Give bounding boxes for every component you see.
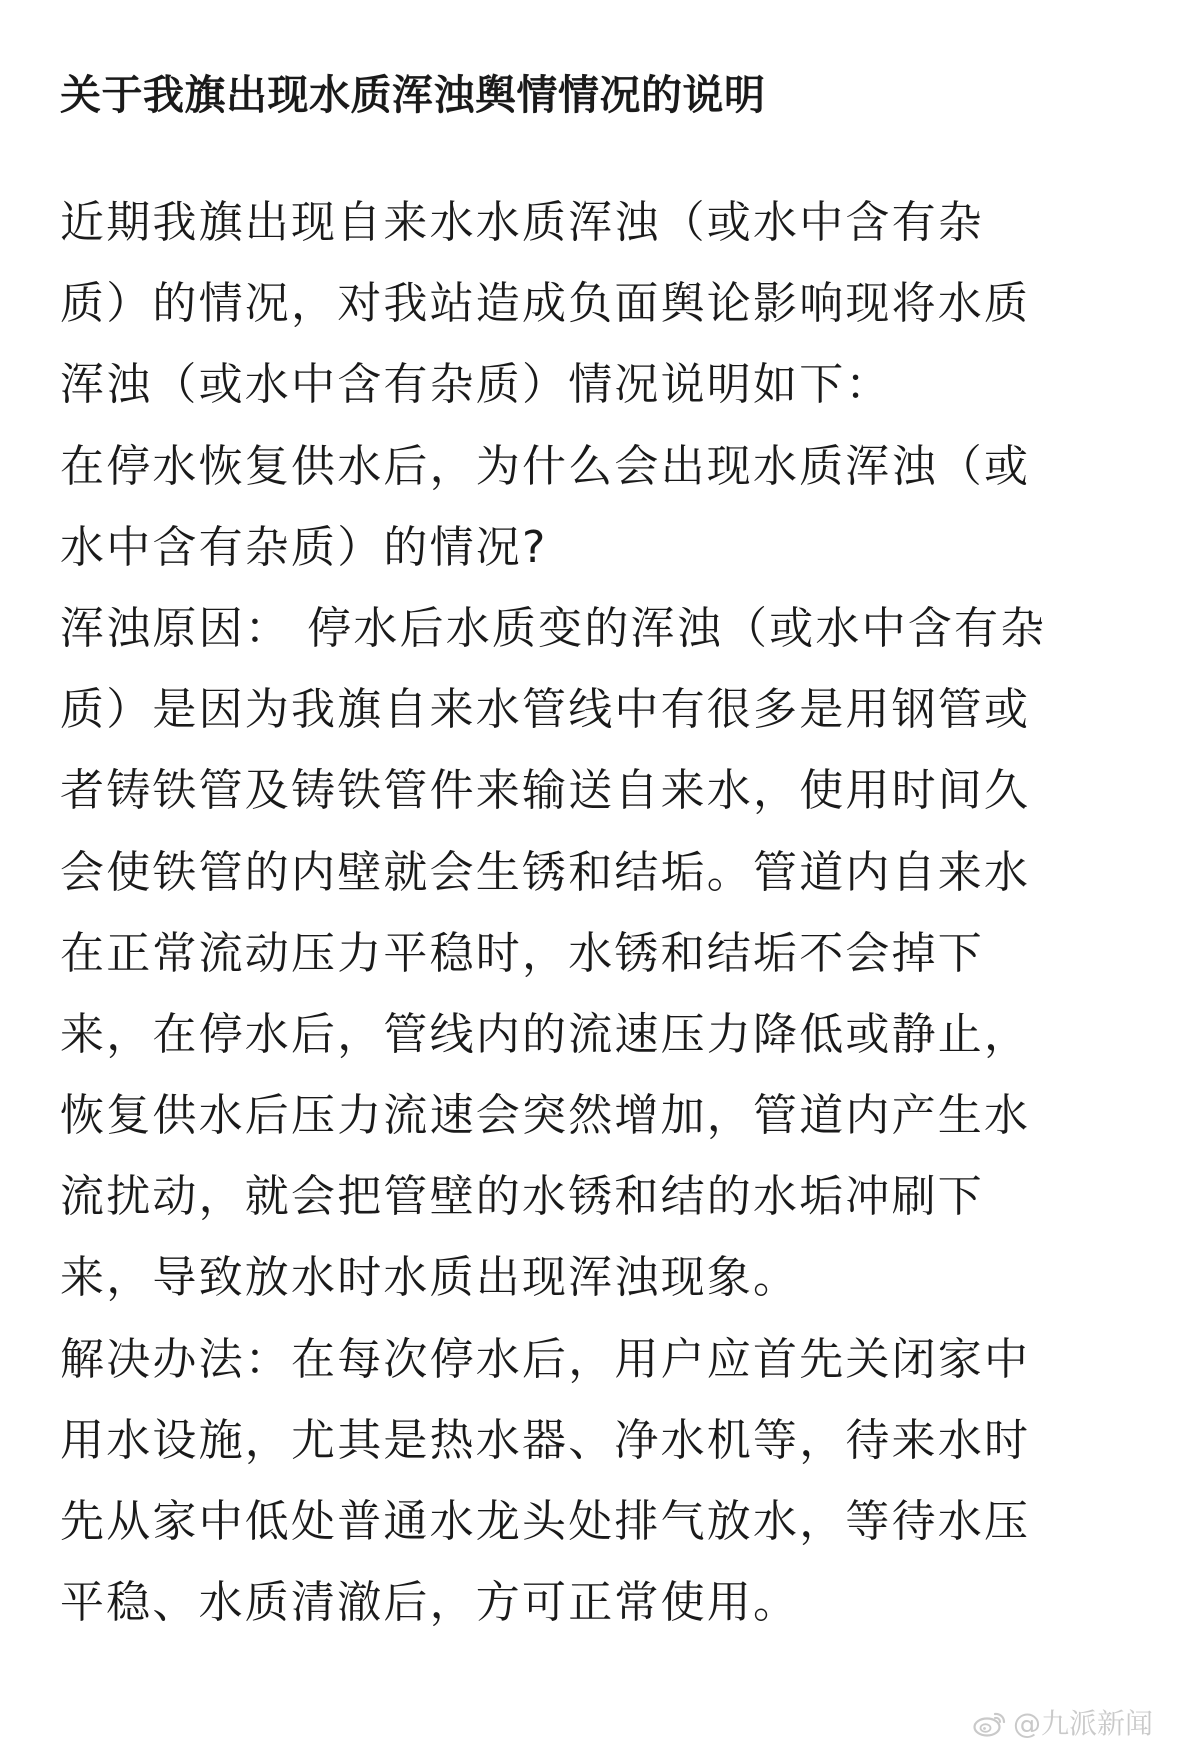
body-line: 近期我旗出现自来水水质浑浊（或水中含有杂: [60, 197, 984, 248]
document-title: 关于我旗出现水质浑浊舆情情况的说明: [60, 71, 766, 119]
body-line: 在正常流动压力平稳时，水锈和结垢不会掉下: [60, 927, 984, 979]
body-line: 者铸铁管及铸铁管件来输送自来水，使用时间久: [60, 765, 1031, 817]
watermark: [973, 1708, 1153, 1740]
watermark-text: @九派新闻: [1012, 1707, 1153, 1740]
body-line: 流扰动，就会把管壁的水锈和结的水垢冲刷下: [60, 1171, 984, 1223]
body-line: 解决办法：在每次停水后，用户应首先关闭家中: [60, 1333, 1031, 1385]
body-line: 会使铁管的内壁就会生锈和结垢。管道内自来水: [60, 846, 1031, 898]
body-line: 用水设施，尤其是热水器、净水机等，待来水时: [60, 1414, 1031, 1466]
body-line: 恢复供水后压力流速会突然增加，管道内产生水: [60, 1090, 1031, 1142]
body-line: 水中含有杂质）的情况?: [60, 521, 548, 573]
body-line: 来，导致放水时水质出现浑浊现象。: [60, 1252, 800, 1304]
body-line: 质）的情况，对我站造成负面舆论影响现将水质: [60, 278, 1031, 330]
document-body: [60, 182, 1132, 1643]
body-line: 浑浊原因： 停水后水质变的浑浊（或水中含有杂: [60, 602, 1047, 654]
body-line: 平稳、水质清澈后，方可正常使用。: [60, 1577, 800, 1629]
body-line: 先从家中低处普通水龙头处排气放水，等待水压: [60, 1496, 1031, 1547]
body-line: 浑浊（或水中含有杂质）情况说明如下：: [60, 359, 892, 411]
body-line: 质）是因为我旗自来水管线中有很多是用钢管或: [60, 684, 1031, 736]
weibo-icon: [973, 1710, 1007, 1738]
body-line: 来，在停水后，管线内的流速压力降低或静止，: [60, 1008, 1031, 1060]
body-line: 在停水恢复供水后，为什么会出现水质浑浊（或: [60, 440, 1031, 492]
